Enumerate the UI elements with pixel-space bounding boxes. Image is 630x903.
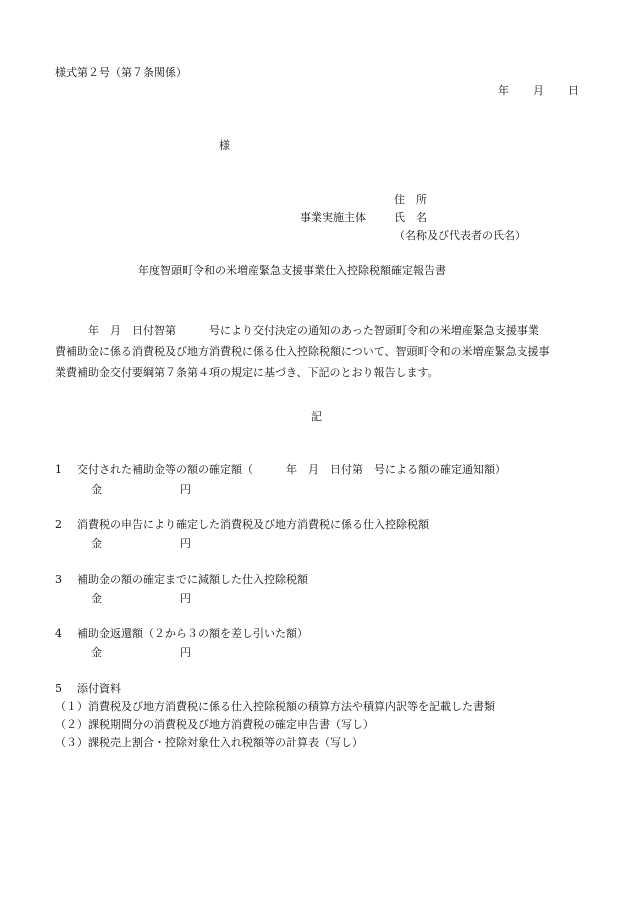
date-month: 月 xyxy=(533,84,544,97)
amount-line xyxy=(91,592,191,605)
item-number: 2 xyxy=(55,518,62,531)
entity-label: 事業実施主体 xyxy=(300,211,366,224)
report-date xyxy=(498,85,579,96)
en-label: 円 xyxy=(180,537,191,550)
body-paragraph xyxy=(55,320,550,383)
form-number: 様式第２号（第７条関係） xyxy=(55,66,187,79)
item-number: 1 xyxy=(55,463,62,476)
en-label: 円 xyxy=(180,483,191,496)
list-item xyxy=(55,464,506,475)
ki-heading: 記 xyxy=(311,410,322,423)
attachment-item: （２）課税期間分の消費税及び地方消費税の確定申告書（写し） xyxy=(55,718,374,731)
attachment-item: （３）課税売上割合・控除対象仕入れ税額等の計算表（写し） xyxy=(55,736,363,749)
item-number: 4 xyxy=(55,627,62,640)
en-label: 円 xyxy=(180,592,191,605)
item-text: 交付された補助金等の額の確定額（ 年 月 日付第 号による額の確定通知額） xyxy=(77,463,506,476)
amount-line xyxy=(91,646,191,659)
list-item xyxy=(55,574,308,585)
name-label: 氏 名 xyxy=(394,211,427,224)
applicant-block xyxy=(300,194,526,248)
item-number: 5 xyxy=(55,682,62,695)
kin-label: 金 xyxy=(91,592,102,605)
item-number: 3 xyxy=(55,573,62,586)
addressee-honorific: 様 xyxy=(219,139,230,152)
item-text: 消費税の申告により確定した消費税及び地方消費税に係る仕入控除税額 xyxy=(77,518,429,531)
date-year: 年 xyxy=(498,84,509,97)
body-line: 年 月 日付智第 号により交付決定の通知のあった智頭町令和の米増産緊急支援事業 xyxy=(55,324,539,337)
address-label: 住 所 xyxy=(394,193,427,206)
list-item xyxy=(55,628,308,639)
attachment-item: （１）消費税及び地方消費税に係る仕入控除税額の積算方法や積算内訳等を記載した書類 xyxy=(55,700,495,713)
document-title: 年度智頭町令和の米増産緊急支援事業仕入控除税額確定報告書 xyxy=(138,264,446,277)
item-text: 補助金の額の確定までに減額した仕入控除税額 xyxy=(77,573,308,586)
body-line: 費補助金に係る消費税及び地方消費税に係る仕入控除税額について、智頭町令和の米増産緊急支援事 xyxy=(55,345,550,358)
date-day: 日 xyxy=(568,84,579,97)
attachments-heading xyxy=(55,683,121,694)
amount-line xyxy=(91,537,191,550)
item-text: 補助金返還額（２から３の額を差し引いた額） xyxy=(77,627,308,640)
list-item xyxy=(55,519,429,530)
amount-line xyxy=(91,483,191,496)
en-label: 円 xyxy=(180,646,191,659)
item-text: 添付資料 xyxy=(77,682,121,695)
name-note: （名称及び代表者の氏名） xyxy=(394,229,526,242)
kin-label: 金 xyxy=(91,537,102,550)
kin-label: 金 xyxy=(91,483,102,496)
body-line: 業費補助金交付要綱第７条第４項の規定に基づき、下記のとおり報告します。 xyxy=(55,366,439,379)
kin-label: 金 xyxy=(91,646,102,659)
